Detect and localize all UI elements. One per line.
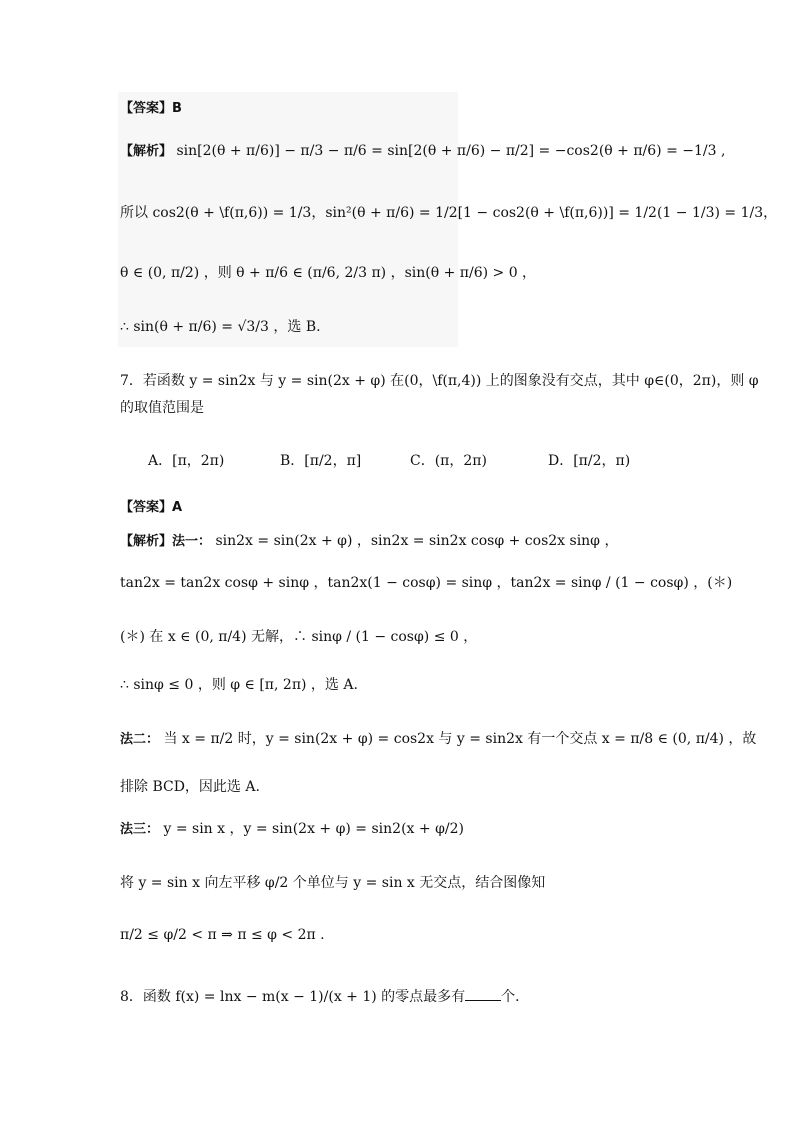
q7-option-c: C．(π，2π) [410,453,487,469]
q7-stem-line-1: 7．若函数 y = sin2x 与 y = sin(2x + φ) 在(0，\f(π,4)) 上的图象没有交点，其中 φ∈(0，2π)，则 φ [120,373,759,389]
q7-option-b: B．[π/2，π] [280,453,362,469]
q7-method-1-line-3: (＊) 在 x ∈ (0, π/4) 无解，∴ sinφ / (1 − cosφ) ≤ 0 ， [120,629,478,645]
q7-method-3-line-2: 将 y = sin x 向左平移 φ/2 个单位与 y = sin x 无交点，结合图像知 [120,875,546,891]
method-2-label: 法二： [120,732,160,747]
method-3-expression: y = sin x ，y = sin(2x + φ) = sin2(x + φ/2) [163,821,464,837]
answer-value: A [172,500,183,515]
q6-analysis [120,140,725,163]
q6-line-3: θ ∈ (0, π/2) ，则 θ + π/6 ∈ (π/6, 2/3 π) ，sin(θ + π/6) > 0 ， [120,265,537,281]
answer-blank[interactable] [465,986,501,1001]
q8-stem [120,986,529,1008]
q7-stem-line-2: 的取值范围是 [120,400,204,416]
analysis-expression: sin[2(θ + π/6)] − π/3 − π/6 = sin[2(θ + π/6) − π/2] = −cos2(θ + π/6) = −1/3 , [176,143,726,159]
analysis-label: 【解析】 [120,144,173,159]
q7-method-1-line-2: tan2x = tan2x cosφ + sinφ ，tan2x(1 − cosφ) = sinφ ，tan2x = sinφ / (1 − cosφ) ，(＊) [120,575,733,591]
q8-stem-before: 8．函数 f(x) = lnx − m(x − 1)/(x + 1) 的零点最多有 [120,989,466,1005]
q6-answer [120,97,182,120]
method-1-expression: sin2x = sin(2x + φ) ，sin2x = sin2x cosφ + cos2x sinφ ， [215,533,619,549]
q7-option-a: A．[π，2π) [148,453,225,469]
q8-stem-after: 个． [501,989,530,1005]
method-2-expression: 当 x = π/2 时，y = sin(2x + φ) = cos2x 与 y = sin2x 有一个交点 x = π/8 ∈ (0, π/4) ，故 [163,731,757,747]
method-3-label: 法三： [120,822,160,837]
q7-method-2-line-1 [120,728,756,751]
q6-line-2: 所以 cos2(θ + \f(π,6)) = 1/3，sin²(θ + π/6) = 1/2[1 − cos2(θ + \f(π,6))] = 1/2(1 − 1/3) = 1/3， [120,205,778,221]
q7-method-1-line-4: ∴ sinφ ≤ 0 ，则 φ ∈ [π, 2π) ，选 A. [120,677,358,693]
answer-label: 【答案】 [120,500,173,515]
q6-line-4: ∴ sin(θ + π/6) = √3/3 ，选 B. [120,319,321,335]
q7-answer [120,496,182,519]
q7-option-d: D．[π/2，π) [548,453,631,469]
answer-value: B [172,101,182,116]
q7-method-2-line-2: 排除 BCD，因此选 A. [120,779,260,795]
q7-method-3-line-1 [120,818,464,841]
q7-method-1-line-1 [120,530,618,553]
method-1-label: 【解析】法一： [120,534,212,549]
answer-label: 【答案】 [120,101,173,116]
q7-method-3-line-3: π/2 ≤ φ/2 < π ⇒ π ≤ φ < 2π . [120,927,325,943]
